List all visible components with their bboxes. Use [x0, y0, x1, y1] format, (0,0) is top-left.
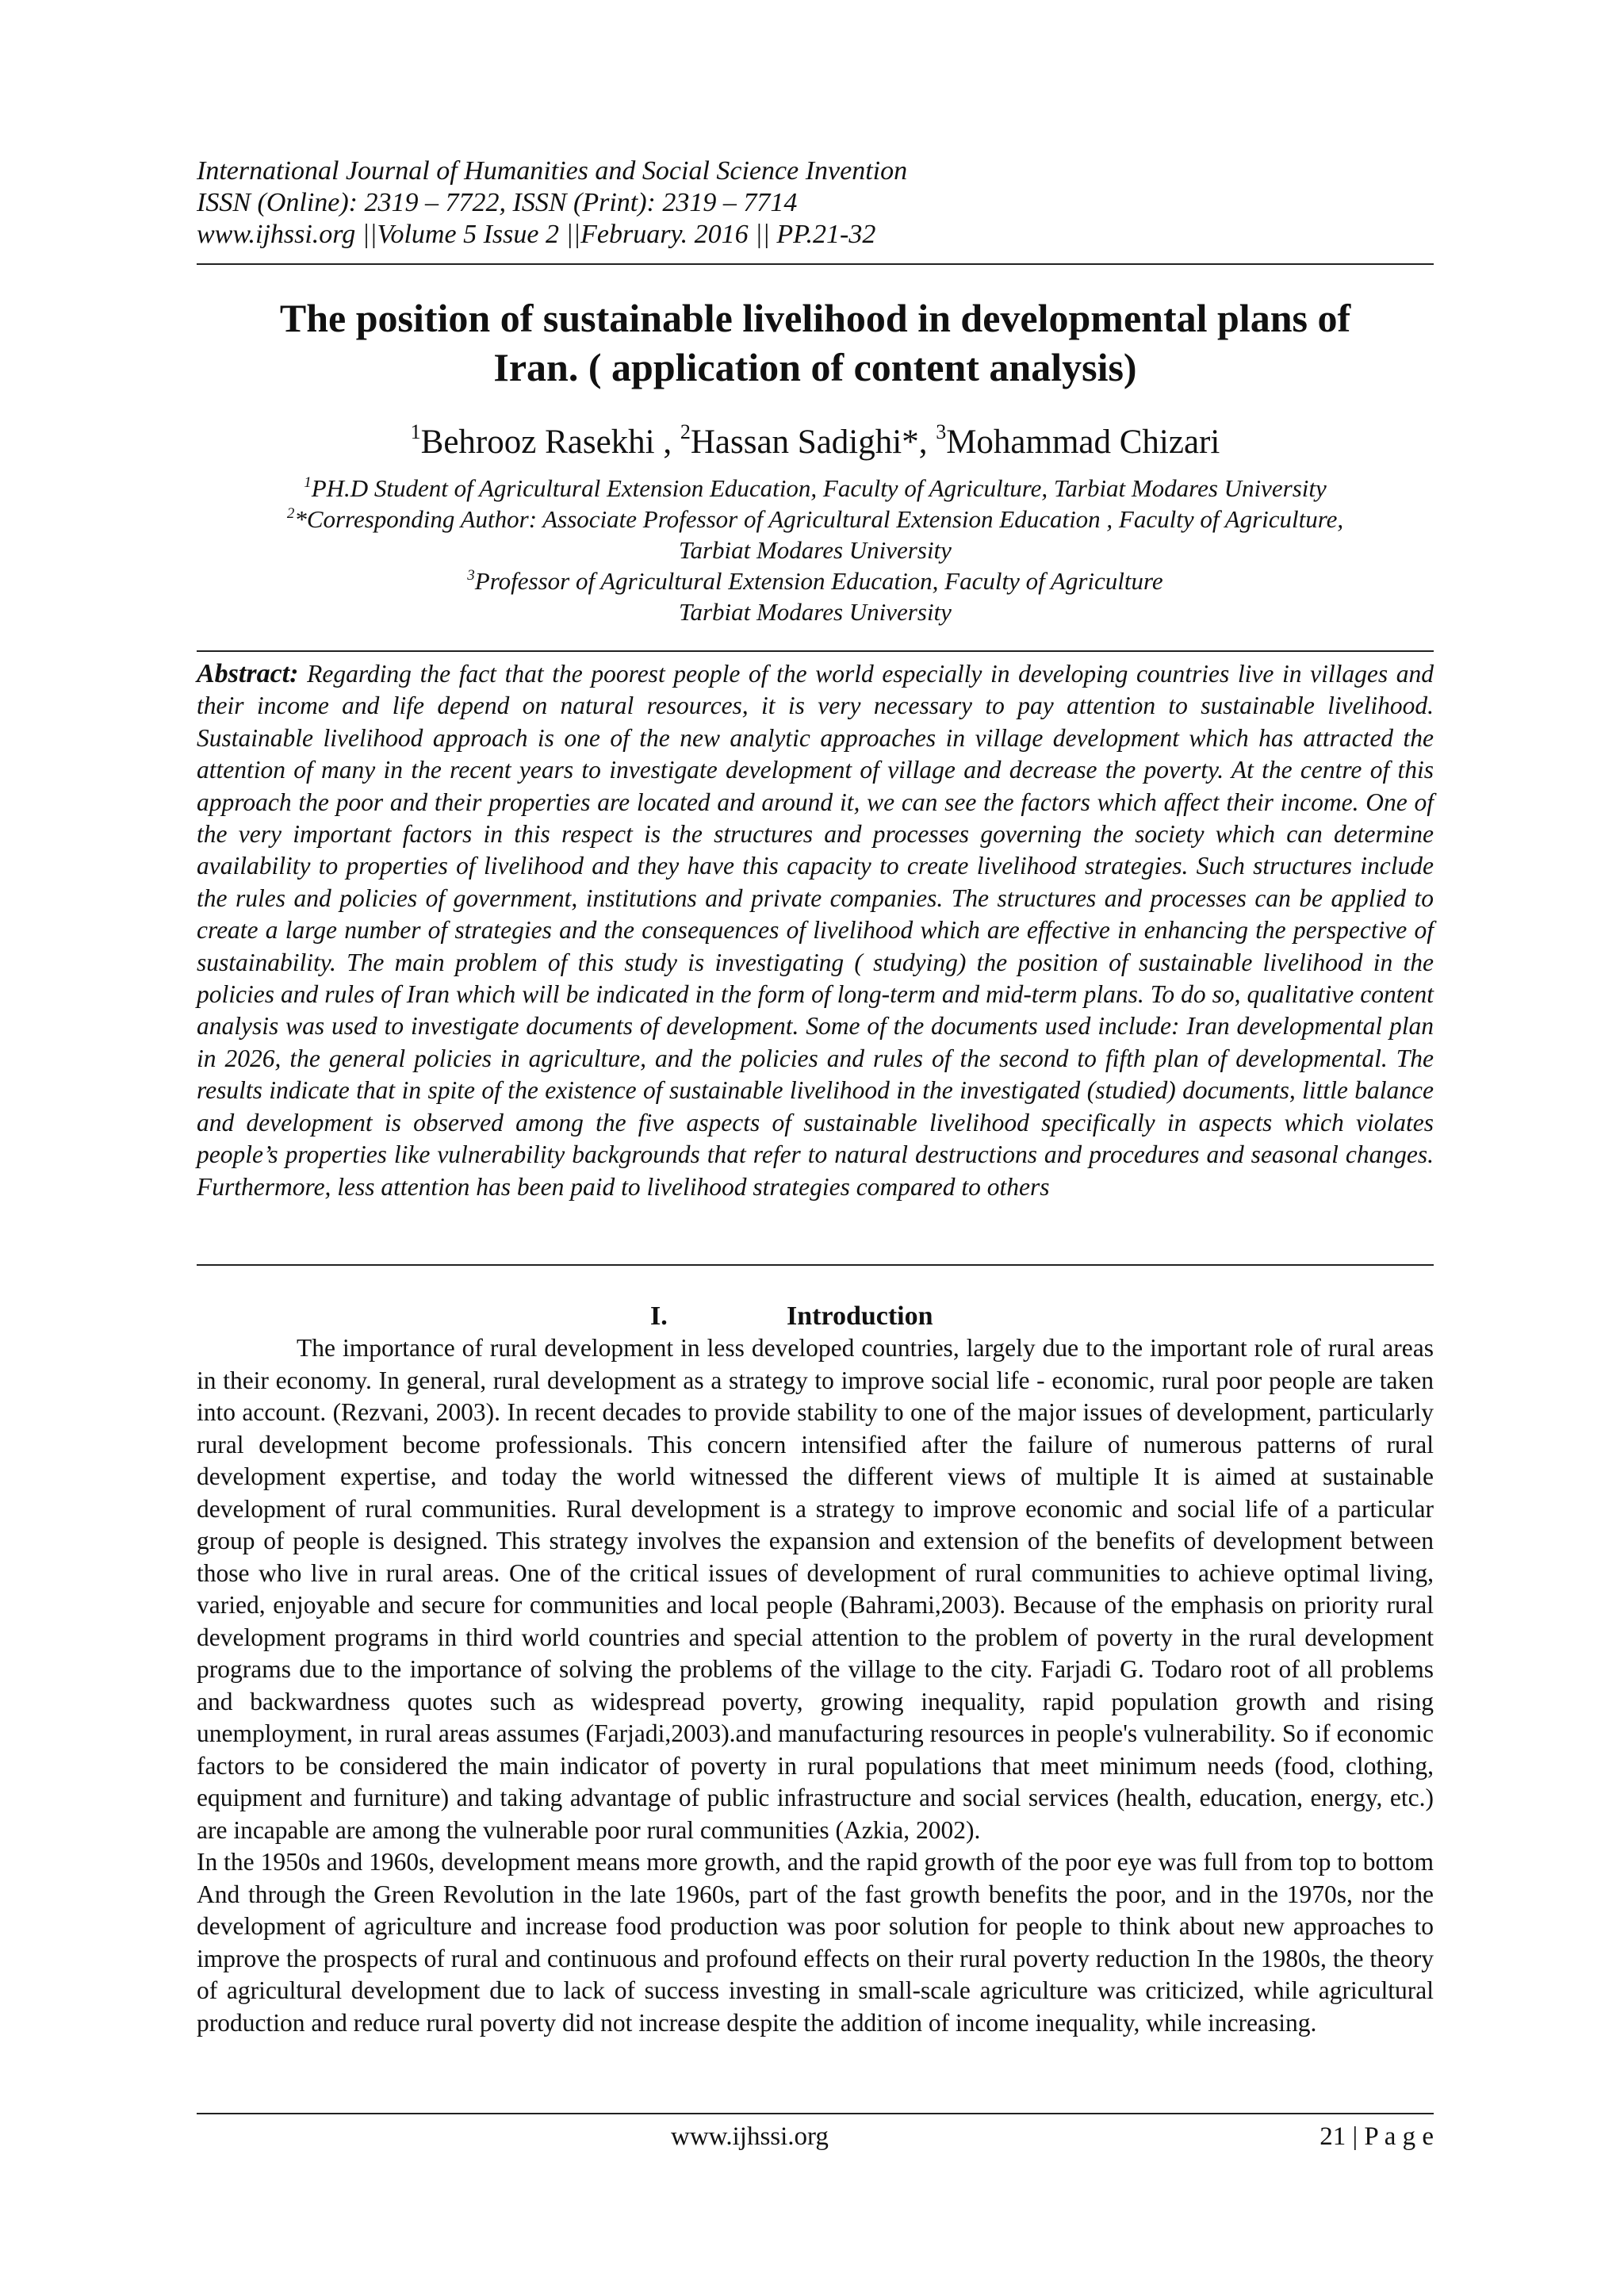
affiliation-1-marker: 1: [304, 474, 312, 491]
paper-title: [174, 293, 1456, 392]
abstract: [197, 658, 1434, 1203]
title-line-1: The position of sustainable livelihood in developmental plans of: [279, 296, 1351, 340]
journal-name: International Journal of Humanities and Social Science Invention: [197, 156, 908, 186]
title-line-2: Iran. ( application of content analysis): [493, 345, 1137, 389]
footer-site: www.ijhssi.org: [671, 2122, 829, 2151]
section-title: Introduction: [787, 1301, 933, 1331]
journal-issn: ISSN (Online): 2319 – 7722, ISSN (Print): 2319 – 7714: [197, 188, 798, 217]
journal-volume: www.ijhssi.org ||Volume 5 Issue 2 ||February. 2016 || PP.21-32: [197, 220, 876, 249]
abstract-bottom-rule: [197, 1264, 1434, 1266]
affiliation-2: [197, 504, 1434, 535]
affiliation-3: [197, 565, 1434, 596]
footer-rule: [197, 2113, 1434, 2114]
journal-header: [197, 155, 1434, 251]
affiliation-1-text: PH.D Student of Agricultural Extension Education, Faculty of Agriculture, Tarbiat Modares University: [311, 474, 1327, 502]
abstract-label: Abstract:: [197, 659, 299, 688]
affiliation-3-continued: Tarbiat Modares University: [679, 598, 952, 626]
page-number: 21 | P a g e: [1320, 2122, 1434, 2151]
author-3: Mohammad Chizari: [946, 424, 1220, 461]
author-3-marker: 3: [936, 420, 947, 443]
affiliation-3-marker: 3: [467, 567, 475, 584]
body-paragraph-2: In the 1950s and 1960s, development means more growth, and the rapid growth of the poor eye was full from top to bottom And through the Green Revolution in the late 1960s, part of the fast growth benefits the poor, and in the 1970s, nor the development of agriculture and increase food production was poor solution for people to think about new approaches to improve the prospects of rural and continuous and profound effects on their rural poverty reduction In the 1980s, the theory of agricultural development due to lack of success investing in small-scale agriculture was criticized, while agricultural production and reduce rural poverty did not increase despite the addition of income inequality, while increasing.: [197, 1848, 1434, 2037]
abstract-text: Regarding the fact that the poorest people of the world especially in developing countries live in villages and their income and life depend on natural resources, it is very necessary to pay attention to sustainable livelihood. Sustainable livelihood approach is one of the new analytic approaches in village development which has attracted the attention of many in the recent years to investigate development of village and decrease the poverty. At the centre of this approach the poor and their properties are located and around it, we can see the factors which affect their income. One of the very important factors in this respect is the structures and processes governing the society which can determine availability to properties of livelihood and they have this capacity to create livelihood strategies. Such structures include the rules and policies of government, institutions and private companies. The structures and processes can be applied to create a large number of strategies and the consequences of livelihood which are effective in enhancing the perspective of sustainability. The main problem of this study is investigating ( studying) the position of sustainable livelihood in the policies and rules of Iran which will be indicated in the form of long-term and mid-term plans. To do so, qualitative content analysis was used to investigate documents of development. Some of the documents used include: Iran developmental plan in 2026, the general policies in agriculture, and the policies and rules of the second to fifth plan of developmental. The results indicate that in spite of the existence of sustainable livelihood in the investigated (studied) documents, little balance and development is observed among the five aspects of sustainable livelihood specifically in aspects which violates people’s properties like vulnerability backgrounds that refer to natural destructions and procedures and seasonal changes. Furthermore, less attention has been paid to livelihood strategies compared to others: [197, 660, 1434, 1201]
affiliation-2-continued: Tarbiat Modares University: [679, 536, 952, 564]
author-1: Behrooz Rasekhi ,: [420, 424, 680, 461]
abstract-top-rule: [197, 650, 1434, 652]
author-2-marker: 2: [680, 420, 691, 443]
header-rule: [197, 263, 1434, 265]
affiliations: [197, 473, 1434, 627]
author-list: [197, 422, 1434, 463]
author-1-marker: 1: [410, 420, 421, 443]
affiliation-3-text: Professor of Agricultural Extension Education, Faculty of Agriculture: [474, 567, 1163, 595]
affiliation-2-marker: 2: [286, 505, 295, 522]
page-footer: [197, 2119, 1434, 2154]
affiliation-2-text: *Corresponding Author: Associate Professor of Agricultural Extension Education , Faculty of Agriculture,: [294, 505, 1344, 533]
body-text: [197, 1332, 1434, 2039]
author-2: Hassan Sadighi*,: [690, 424, 936, 461]
section-number: I.: [650, 1301, 668, 1331]
affiliation-1: [197, 473, 1434, 504]
body-paragraph-1: The importance of rural development in less developed countries, largely due to the important role of rural areas in their economy. In general, rural development as a strategy to improve social life - economic, rural poor people are taken into account. (Rezvani, 2003). In recent decades to provide stability to one of the major issues of development, particularly rural development become professionals. This concern intensified after the failure of numerous patterns of rural development expertise, and today the world witnessed the different views of multiple It is aimed at sustainable development of rural communities. Rural development is a strategy to improve economic and social life of a particular group of people is designed. This strategy involves the expansion and extension of the benefits of development between those who live in rural areas. One of the critical issues of development of rural communities to achieve optimal living, varied, enjoyable and secure for communities and local people (Bahrami,2003). Because of the emphasis on priority rural development programs in third world countries and special attention to the problem of poverty in the rural development programs due to the importance of solving the problems of the village to the city. Farjadi G. Todaro root of all problems and backwardness quotes such as widespread poverty, growing inequality, rapid population growth and rising unemployment, in rural areas assumes (Farjadi,2003).and manufacturing resources in people's vulnerability. So if economic factors to be considered the main indicator of poverty in rural populations that meet minimum needs (food, clothing, equipment and furniture) and taking advantage of public infrastructure and social services (health, education, energy, etc.) are incapable are among the vulnerable poor rural communities (Azkia, 2002).: [197, 1334, 1434, 1844]
